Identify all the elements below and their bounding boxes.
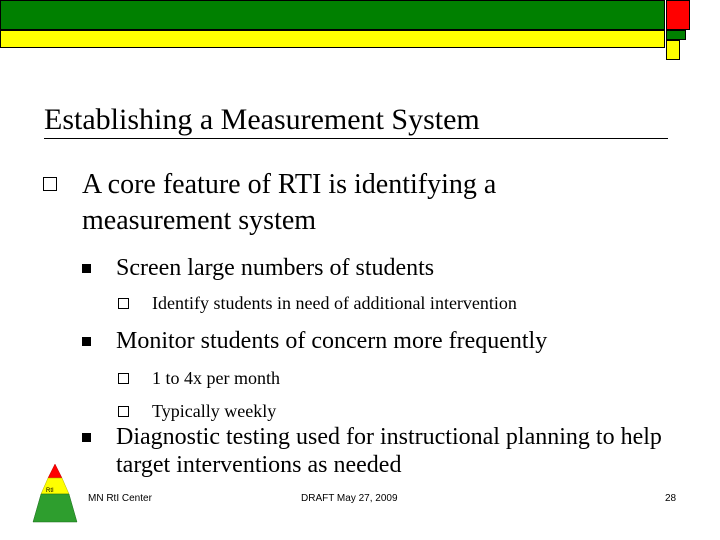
filled-square-bullet-icon (82, 337, 91, 346)
header-bar-yellow (0, 30, 665, 48)
sub-bullet-screen: Screen large numbers of students (116, 255, 435, 281)
slide-title: Establishing a Measurement System (44, 103, 480, 136)
header-square-green (666, 30, 686, 40)
sub-bullet-diagnostic-line-2: target interventions as needed (116, 452, 402, 478)
filled-square-bullet-icon (82, 433, 91, 442)
sub-bullet-diagnostic (116, 423, 662, 479)
subsub-bullet-identify: Identify students in need of additional intervention (152, 293, 517, 313)
bullet-main-line-2: measurement system (82, 205, 317, 236)
sub-bullet-diagnostic-line-1: Diagnostic testing used for instructional planning to help (116, 424, 662, 450)
hollow-square-bullet-icon (43, 177, 57, 191)
subsub-bullet-weekly: Typically weekly (152, 401, 277, 421)
hollow-square-bullet-icon (118, 406, 129, 417)
hollow-square-bullet-icon (118, 298, 129, 309)
logo-text: RtI (46, 488, 54, 494)
sub-bullet-monitor: Monitor students of concern more frequently (116, 328, 548, 354)
header-bar-green (0, 0, 665, 30)
header-square-red (666, 0, 690, 30)
footer-date: DRAFT May 27, 2009 (301, 493, 398, 504)
bullet-main-text (82, 167, 496, 239)
header-square-yellow (666, 40, 680, 60)
filled-square-bullet-icon (82, 264, 91, 273)
title-underline (44, 138, 668, 139)
hollow-square-bullet-icon (118, 373, 129, 384)
mn-rti-logo-icon (32, 462, 78, 524)
footer-organization: MN RtI Center (88, 493, 152, 504)
subsub-bullet-frequency: 1 to 4x per month (152, 368, 280, 388)
bullet-main-line-1: A core feature of RTI is identifying a (82, 169, 497, 200)
footer-page-number: 28 (665, 493, 677, 504)
